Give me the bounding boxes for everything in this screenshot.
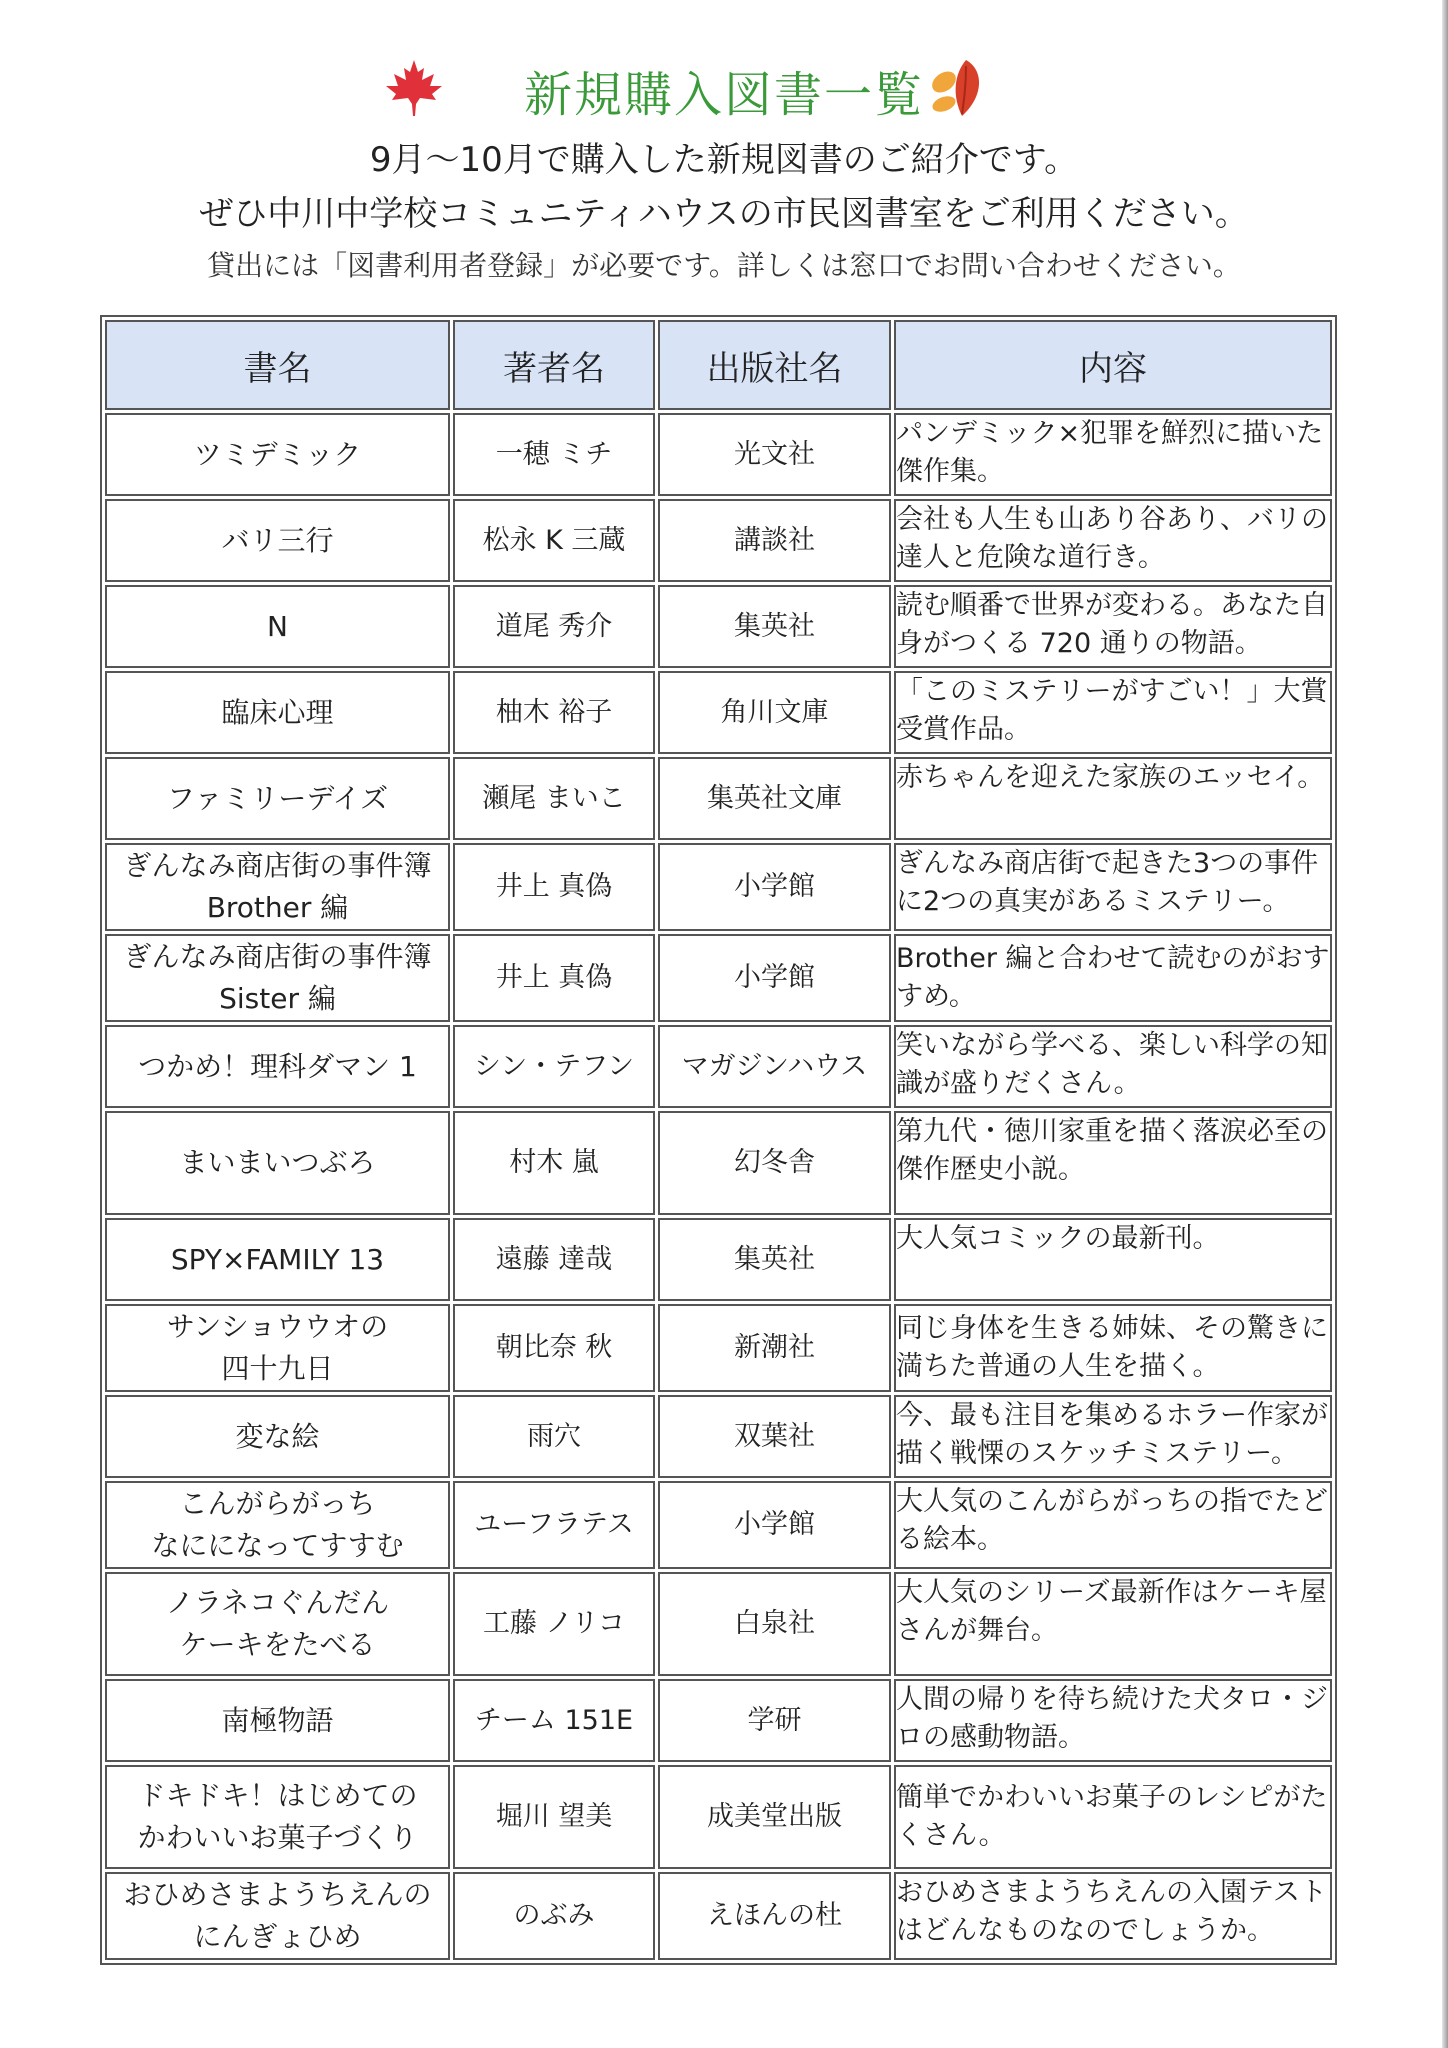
book-title: ツミデミック [193,437,362,471]
book-title-cell [105,1304,450,1392]
book-author: 遠藤 達哉 [453,1218,655,1301]
book-publisher: 白泉社 [658,1572,891,1676]
book-title: ぎんなみ商店街の事件簿 [123,940,432,973]
book-publisher: 成美堂出版 [658,1765,891,1869]
book-author: 村木 嵐 [453,1111,655,1215]
column-header-title: 書名 [105,320,450,410]
book-publisher: 学研 [658,1679,891,1762]
book-description: ぎんなみ商店街で起きた3つの事件に2つの真実があるミステリー。 [894,843,1332,931]
book-author: 朝比奈 秋 [453,1304,655,1392]
table-row [105,1025,1332,1108]
book-title: SPY×FAMILY 13 [170,1242,385,1276]
book-title: こんがらがっち [179,1487,376,1520]
book-publisher: えほんの杜 [658,1872,891,1960]
book-title-cell [105,1765,450,1869]
table-row [105,1572,1332,1676]
book-title-cell [105,757,450,840]
book-author: 工藤 ノリコ [453,1572,655,1676]
book-author: 瀬尾 まいこ [453,757,655,840]
book-description: Brother 編と合わせて読むのがおすすめ。 [894,934,1332,1022]
table-row [105,671,1332,754]
autumn-leaves-icon [922,52,988,122]
book-author: ユーフラテス [453,1481,655,1569]
table-row [105,1304,1332,1392]
book-title-cell [105,671,450,754]
book-author: シン・テフン [453,1025,655,1108]
book-title-line-2: 四十九日 [221,1352,334,1385]
page-title: 新規購入図書一覧 [523,67,924,123]
book-description: 赤ちゃんを迎えた家族のエッセイ。 [894,757,1332,840]
table-row [105,1111,1332,1215]
table-row [105,1765,1332,1869]
table-row [105,1395,1332,1478]
table-row [105,499,1332,582]
book-publisher: 双葉社 [658,1395,891,1478]
book-description: 第九代・徳川家重を描く落涙必至の傑作歴史小説。 [894,1111,1332,1215]
book-publisher: 小学館 [658,934,891,1022]
book-author: チーム 151E [453,1679,655,1762]
book-title: ノラネコぐんだん [165,1586,390,1619]
subtitle-intro: 9月～10月で購入した新規図書のご紹介です。 [369,140,1079,180]
book-publisher: マガジンハウス [658,1025,891,1108]
book-title-cell [105,843,450,931]
book-author: 一穂 ミチ [453,413,655,496]
book-title: ぎんなみ商店街の事件簿 [123,849,432,882]
book-title-cell [105,1025,450,1108]
book-description: 大人気のシリーズ最新作はケーキ屋さんが舞台。 [894,1572,1332,1676]
book-title-cell [105,1111,450,1215]
book-author: 松永 K 三蔵 [453,499,655,582]
book-title: まいまいつぶろ [179,1146,376,1179]
book-title: バリ三行 [221,523,334,557]
page-header [0,52,1448,122]
book-description: パンデミック×犯罪を鮮烈に描いた傑作集。 [894,413,1332,496]
book-publisher: 小学館 [658,843,891,931]
table-row [105,934,1332,1022]
table-row [105,1679,1332,1762]
book-author: 道尾 秀介 [453,585,655,668]
book-title-cell [105,1218,450,1301]
book-author: 柚木 裕子 [453,671,655,754]
book-title-cell [105,585,450,668]
table-row [105,1481,1332,1569]
book-title: つかめ！理科ダマン 1 [138,1049,417,1083]
column-header-publisher: 出版社名 [658,320,891,410]
new-books-table [100,315,1337,1965]
book-description: 大人気のこんがらがっちの指でたどる絵本。 [894,1481,1332,1569]
book-author: 井上 真偽 [453,843,655,931]
book-author: 井上 真偽 [453,934,655,1022]
book-title: 臨床心理 [221,695,334,729]
column-header-content: 内容 [894,320,1332,410]
book-title-cell [105,934,450,1022]
subtitle-invitation: ぜひ中川中学校コミュニティハウスの市民図書室をご利用ください。 [199,194,1249,234]
book-publisher: 講談社 [658,499,891,582]
book-description: 簡単でかわいいお菓子のレシピがたくさん。 [894,1765,1332,1869]
book-title: サンショウウオの [166,1310,389,1343]
lending-note: 貸出には「図書利用者登録」が必要です。詳しくは窓口でお問い合わせください。 [207,249,1241,282]
book-description: 今、最も注目を集めるホラー作家が描く戦慄のスケッチミステリー。 [894,1395,1332,1478]
book-description: 「このミステリーがすごい！」大賞受賞作品。 [894,671,1332,754]
book-publisher: 集英社文庫 [658,757,891,840]
page-edge-shadow [1442,0,1448,2048]
book-description: 笑いながら学べる、楽しい科学の知識が盛りだくさん。 [894,1025,1332,1108]
book-title: 南極物語 [221,1703,334,1737]
book-description: 読む順番で世界が変わる。あなた自身がつくる 720 通りの物語。 [894,585,1332,668]
book-description: 人間の帰りを待ち続けた犬タロ・ジロの感動物語。 [894,1679,1332,1762]
book-title-cell [105,1679,450,1762]
table-row [105,843,1332,931]
book-title-cell [105,1572,450,1676]
book-publisher: 角川文庫 [658,671,891,754]
book-title-line-2: Sister 編 [219,982,336,1015]
book-title-line-2: かわいいお菓子づくり [137,1821,418,1854]
book-title-line-2: にんぎょひめ [193,1920,362,1953]
book-title-line-2: Brother 編 [206,891,349,924]
book-description: 大人気コミックの最新刊。 [894,1218,1332,1301]
book-title: ドキドキ！はじめての [137,1779,418,1812]
book-title: N [267,609,288,643]
book-description: 会社も人生も山あり谷あり、バリの達人と危険な道行き。 [894,499,1332,582]
book-title-cell [105,499,450,582]
book-author: 堀川 望美 [453,1765,655,1869]
book-author: 雨穴 [453,1395,655,1478]
book-title: ファミリーデイズ [166,781,389,815]
book-publisher: 新潮社 [658,1304,891,1392]
book-title-cell [105,1395,450,1478]
book-publisher: 集英社 [658,1218,891,1301]
table-header-row [105,320,1332,410]
book-author: のぶみ [453,1872,655,1960]
book-title-line-2: ケーキをたべる [179,1628,376,1661]
column-header-author: 著者名 [453,320,655,410]
book-title-line-2: なにになってすすむ [151,1529,404,1562]
table-row [105,1872,1332,1960]
book-publisher: 小学館 [658,1481,891,1569]
book-publisher: 幻冬舎 [658,1111,891,1215]
table-row [105,1218,1332,1301]
book-description: おひめさまようちえんの入園テストはどんなものなのでしょうか。 [894,1872,1332,1960]
book-title: 変な絵 [235,1419,320,1453]
book-description: 同じ身体を生きる姉妹、その驚きに満ちた普通の人生を描く。 [894,1304,1332,1392]
table-row [105,413,1332,496]
book-title: おひめさまようちえんの [123,1878,432,1911]
book-title-cell [105,1872,450,1960]
book-publisher: 集英社 [658,585,891,668]
book-title-cell [105,413,450,496]
table-row [105,585,1332,668]
book-title-cell [105,1481,450,1569]
table-row [105,757,1332,840]
book-publisher: 光文社 [658,413,891,496]
